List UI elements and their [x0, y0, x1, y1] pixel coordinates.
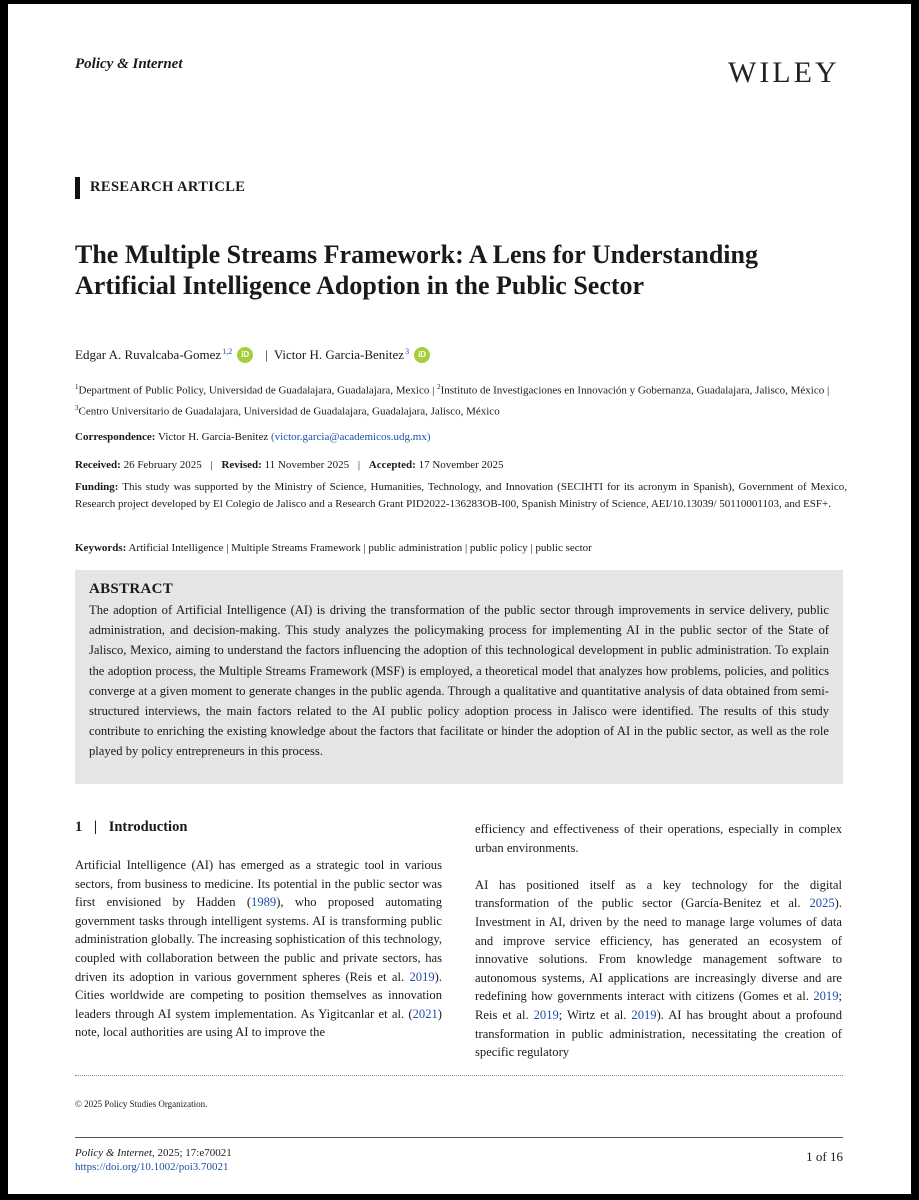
revised-label: Revised:	[221, 459, 262, 471]
section-number: 1	[75, 819, 83, 835]
author-affiliation-sup: 3	[405, 346, 410, 356]
keywords-label: Keywords:	[75, 542, 127, 554]
footer-volume: , 2025; 17:e70021	[151, 1147, 232, 1159]
correspondence	[75, 431, 430, 443]
text-run: ; Reis et al.	[475, 989, 842, 1022]
text-run: ), who proposed automating government tasks through intelligent systems. AI is transforming public administration globally. The increasing sophistication of this technology, coupled with collaboration between the public and private sectors, has driven its adoption in various government spheres (Reis et al.	[75, 895, 442, 984]
keywords	[75, 542, 592, 554]
text-run: ). Cities worldwide are competing to position themselves as innovation leaders through AI system implementation. As Yigitcanlar et al. (	[75, 969, 442, 1021]
footer-divider	[75, 1137, 843, 1138]
publisher-logo: WILEY	[728, 56, 840, 89]
affiliation: Department of Public Policy, Universidad de Guadalajara, Guadalajara, Mexico	[78, 384, 430, 397]
footnote-divider	[75, 1075, 843, 1076]
paragraph: efficiency and effectiveness of their operations, especially in complex urban environments.	[475, 822, 842, 855]
text-run: ). AI has brought about a profound transformation in public administration, necessitating the creation of specific regulatory	[475, 1007, 842, 1060]
correspondence-email[interactable]: (victor.garcia@academicos.udg.mx)	[271, 431, 431, 443]
affiliation-separator: |	[432, 384, 435, 397]
citation-link[interactable]: 2021	[412, 1006, 438, 1021]
body-column-right	[475, 820, 842, 1062]
footer-citation	[75, 1147, 232, 1159]
affiliation: Centro Universitario de Guadalajara, Universidad de Guadalajara, Guadalajara, Jalisco, México	[78, 405, 500, 418]
citation-link[interactable]: 2019	[533, 1007, 559, 1022]
footer-journal: Policy & Internet	[75, 1147, 152, 1159]
page-number: 1 of 16	[806, 1149, 843, 1164]
correspondence-label: Correspondence:	[75, 431, 156, 443]
section-separator: |	[93, 819, 98, 835]
affiliation-sup: 1	[75, 383, 79, 391]
text-run: AI has positioned itself as a key technology for the digital transformation of the public sector (García-Benitez et al.	[475, 877, 842, 911]
affiliation-separator: |	[826, 384, 830, 397]
text-run: ; Wirtz et al.	[558, 1007, 632, 1022]
funding-text: This study was supported by the Ministry of Science, Humanities, Technology, and Innovation (SECIHTI for its acronym in Spanish), Government of Mexico, Research project developed by El Colegio de Jalisco and a Research Grant PID2022-136283OB-I00, Spanish Ministry of Science, AEI/10.13039/ 50110001103, and ESF+.	[75, 481, 847, 510]
funding-label: Funding:	[75, 481, 119, 493]
funding	[75, 479, 847, 513]
section-heading	[75, 819, 187, 836]
revised-date: 11 November 2025	[264, 459, 350, 471]
author-list	[75, 347, 436, 363]
affiliations	[75, 379, 845, 420]
author-name[interactable]: Victor H. Garcia-Benitez	[273, 347, 405, 362]
abstract-box	[75, 570, 843, 784]
abstract-text: The adoption of Artificial Intelligence (AI) is driving the transformation of the public sector through improvements in service delivery, public administration, and decision-making. This study analyzes the policymaking process for implementing AI in the public sector of the State of Jalisco, Mexico, aiming to understand the factors influencing the adoption of this technological development in public administration. To explain the adoption process, the Multiple Streams Framework (MSF) is employed, a theoretical model that analyzes how problems, policies, and politics converge at a given moment to generate changes in the public agenda. Through a qualitative and quantitative analysis of data obtained from semi-structured interviews, the main factors related to the AI public policy adoption process in Jalisco were identified. The results of this study contribute to enriching the existing knowledge about the factors that facilitate or hinder the adoption of AI in the public sector, as well as the role played by policy entrepreneurs in this process.	[89, 603, 829, 759]
accepted-label: Accepted:	[368, 459, 416, 471]
date-separator: |	[357, 459, 361, 471]
author-name[interactable]: Edgar A. Ruvalcaba-Gomez	[75, 347, 222, 362]
citation-link[interactable]: 2019	[813, 989, 839, 1004]
date-separator: |	[210, 459, 213, 471]
article-type: RESEARCH ARTICLE	[90, 179, 246, 195]
keywords-text: Artificial Intelligence | Multiple Streams Framework | public administration | public policy | public sector	[128, 542, 592, 554]
affiliation-sup: 3	[75, 403, 79, 412]
orcid-icon[interactable]: iD	[414, 347, 430, 363]
abstract-heading: ABSTRACT	[89, 581, 174, 597]
citation-link[interactable]: 2025	[809, 896, 835, 911]
paragraph	[75, 856, 442, 1042]
author-affiliation-sup: 1,2	[222, 346, 233, 356]
affiliation-sup: 2	[437, 383, 441, 391]
orcid-icon[interactable]: iD	[237, 347, 253, 363]
received-date: 26 February 2025	[123, 459, 202, 471]
page	[8, 4, 911, 1194]
article-type-bar	[75, 177, 80, 199]
article-title: The Multiple Streams Framework: A Lens for Understanding Artificial Intelligence Adoption in the Public Sector	[75, 240, 758, 300]
journal-name: Policy & Internet	[75, 56, 183, 72]
correspondence-name: Victor H. Garcia-Benitez	[158, 431, 269, 443]
doi-link[interactable]: https://doi.org/10.1002/poi3.70021	[75, 1161, 229, 1173]
received-label: Received:	[75, 459, 121, 471]
dates	[75, 459, 504, 471]
author-separator: |	[265, 347, 268, 362]
body-column-left	[75, 856, 442, 1042]
citation-link[interactable]: 2019	[409, 969, 435, 984]
paragraph	[475, 876, 842, 1062]
affiliation: Instituto de Investigaciones en Innovación y Gobernanza, Guadalajara, Jalisco, México	[440, 384, 825, 397]
citation-link[interactable]: 1989	[251, 895, 277, 910]
text-run: ). Investment in AI, driven by the need to manage large volumes of data and improve service efficiency, has generated an ecosystem of innovative solutions. From knowledge management software to autonomous systems, AI applications are increasingly diverse and are redefining how governments interact with citizens (Gomes et al.	[475, 896, 842, 1004]
citation-link[interactable]: 2019	[631, 1007, 657, 1022]
text-run: ) note, local authorities are using AI to improve the	[75, 1006, 442, 1040]
section-title: Introduction	[108, 819, 188, 835]
copyright: © 2025 Policy Studies Organization.	[75, 1099, 208, 1109]
text-run: Artificial Intelligence (AI) has emerged as a strategic tool in various sectors, from business to medicine. Its potential in the public sector was first envisioned by Hadden (	[75, 858, 442, 910]
accepted-date: 17 November 2025	[418, 459, 504, 471]
